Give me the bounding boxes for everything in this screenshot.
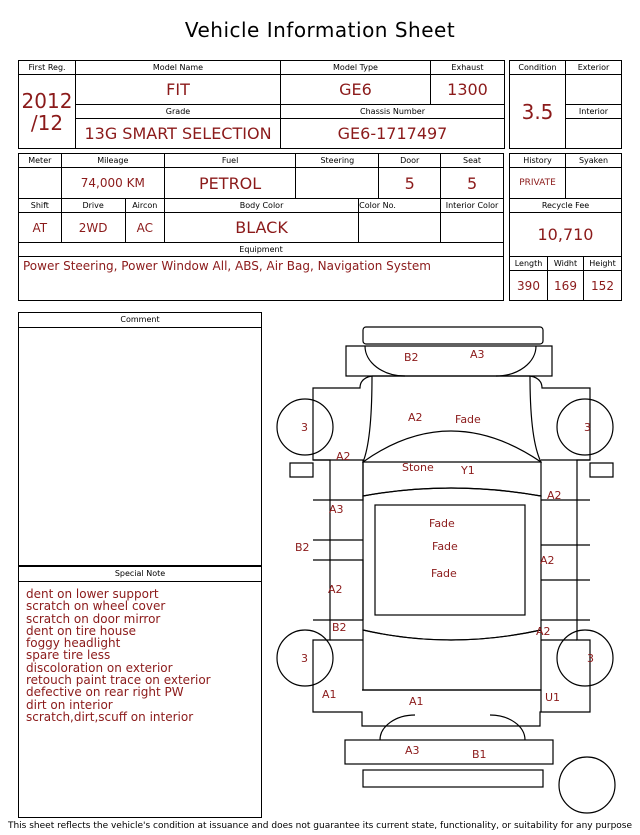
damage-mark: B1 — [472, 748, 487, 761]
damage-mark: A2 — [336, 450, 351, 463]
damage-mark: A3 — [405, 744, 420, 757]
comment-label: Comment — [19, 313, 261, 328]
aircon-label: Aircon — [125, 199, 164, 213]
damage-mark: 3 — [301, 652, 308, 665]
footer-disclaimer: This sheet reflects the vehicle's condition at issuance and does not guarantee its current state, functionality, or suitability for any purpose — [7, 821, 633, 831]
drive-value: 2WD — [61, 213, 125, 243]
special-note-item: discoloration on exterior — [26, 660, 173, 675]
damage-mark: U1 — [545, 691, 561, 704]
damage-mark: 3 — [584, 421, 591, 434]
tire-rear-right — [557, 630, 613, 686]
length-label: Length — [510, 257, 548, 271]
rear-bumper-lower — [363, 770, 543, 787]
special-note-item: scratch on door mirror — [26, 611, 161, 626]
mileage-value: 74,000 KM — [61, 168, 164, 199]
recycle-fee-label: Recycle Fee — [510, 199, 622, 213]
damage-mark: B2 — [295, 541, 310, 554]
seat-label: Seat — [441, 154, 504, 168]
damage-mark: Fade — [432, 540, 458, 553]
damage-mark: B2 — [332, 621, 347, 634]
exhaust-value: 1300 — [431, 75, 505, 105]
aircon-value: AC — [125, 213, 164, 243]
special-note-item: spare tire less — [26, 648, 111, 663]
damage-mark: A1 — [322, 688, 337, 701]
syaken-label: Syaken — [566, 154, 622, 168]
model-name-value: FIT — [76, 75, 281, 105]
model-type-value: GE6 — [281, 75, 431, 105]
length-value: 390 — [510, 271, 548, 301]
rear-bumper-outline — [345, 740, 553, 764]
damage-mark: A2 — [408, 411, 423, 424]
interior-color-label: Interior Color — [441, 199, 504, 213]
width-value: 169 — [548, 271, 584, 301]
width-label: Widht — [548, 257, 584, 271]
seat-value: 5 — [441, 168, 504, 199]
damage-mark: 3 — [301, 421, 308, 434]
damage-mark: A3 — [470, 348, 485, 361]
special-note-item: scratch on wheel cover — [26, 599, 166, 614]
special-note-item: dirt on interior — [26, 697, 113, 712]
first-reg-label: First Reg. — [19, 61, 76, 75]
door-value: 5 — [379, 168, 441, 199]
roof-outline — [363, 488, 541, 640]
damage-mark: Stone — [402, 461, 434, 474]
exterior-label: Exterior — [566, 61, 622, 75]
height-value: 152 — [584, 271, 622, 301]
grade-value: 13G SMART SELECTION — [76, 119, 281, 149]
front-bumper-outline — [363, 327, 543, 344]
body-color-label: Body Color — [164, 199, 358, 213]
recycle-fee-value: 10,710 — [510, 213, 622, 257]
model-name-label: Model Name — [76, 61, 281, 75]
spare-tire — [559, 757, 615, 813]
history-value: PRIVATE — [510, 168, 566, 199]
exhaust-label: Exhaust — [431, 61, 505, 75]
grade-label: Grade — [76, 105, 281, 119]
damage-mark: A2 — [547, 489, 562, 502]
page-title: Vehicle Information Sheet — [184, 18, 456, 42]
mileage-label: Mileage — [61, 154, 164, 168]
height-label: Height — [584, 257, 622, 271]
condition-label: Condition — [510, 61, 566, 75]
special-note-item: retouch paint trace on exterior — [26, 673, 211, 688]
first-reg-year: 2012 — [21, 88, 73, 113]
fuel-label: Fuel — [164, 154, 295, 168]
front-bumper-lower — [346, 346, 552, 376]
special-note-item: scratch,dirt,scuff on interior — [26, 709, 194, 724]
special-note-label: Special Note — [19, 567, 261, 582]
hood-outline — [363, 376, 541, 462]
damage-labels — [295, 348, 594, 761]
damage-mark: A2 — [540, 554, 555, 567]
damage-mark: A2 — [328, 583, 343, 596]
condition-value: 3.5 — [510, 75, 566, 149]
special-note-item: dent on tire house — [26, 623, 136, 638]
meter-label: Meter — [19, 154, 62, 168]
special-note-item: foggy headlight — [26, 636, 121, 651]
model-type-label: Model Type — [281, 61, 431, 75]
history-label: History — [510, 154, 566, 168]
damage-mark: Fade — [431, 567, 457, 580]
body-color-value: BLACK — [164, 213, 358, 243]
rear-window-outline — [363, 630, 541, 690]
damage-mark: Fade — [455, 413, 481, 426]
damage-mark: A1 — [409, 695, 424, 708]
interior-label: Interior — [566, 105, 622, 119]
drive-label: Drive — [61, 199, 125, 213]
special-note-item: defective on rear right PW — [26, 685, 184, 700]
equipment-label: Equipment — [19, 243, 504, 257]
damage-mark: Fade — [429, 517, 455, 530]
color-no-label: Color No. — [359, 199, 441, 213]
windshield-outline — [363, 431, 541, 496]
door-label: Door — [379, 154, 441, 168]
first-reg-month: /12 — [30, 110, 64, 135]
damage-mark: 3 — [587, 652, 594, 665]
chassis-label: Chassis Number — [281, 105, 505, 119]
special-note-item: dent on lower support — [26, 587, 159, 601]
steering-label: Steering — [296, 154, 379, 168]
damage-mark: A3 — [329, 503, 344, 516]
shift-label: Shift — [19, 199, 62, 213]
fuel-value: PETROL — [164, 168, 295, 199]
shift-value: AT — [19, 213, 62, 243]
damage-mark: Y1 — [461, 464, 475, 477]
damage-mark: B2 — [404, 351, 419, 364]
chassis-value: GE6-1717497 — [281, 119, 505, 149]
equipment-value: Power Steering, Power Window All, ABS, Air Bag, Navigation System — [19, 257, 504, 301]
damage-mark: A2 — [536, 625, 551, 638]
